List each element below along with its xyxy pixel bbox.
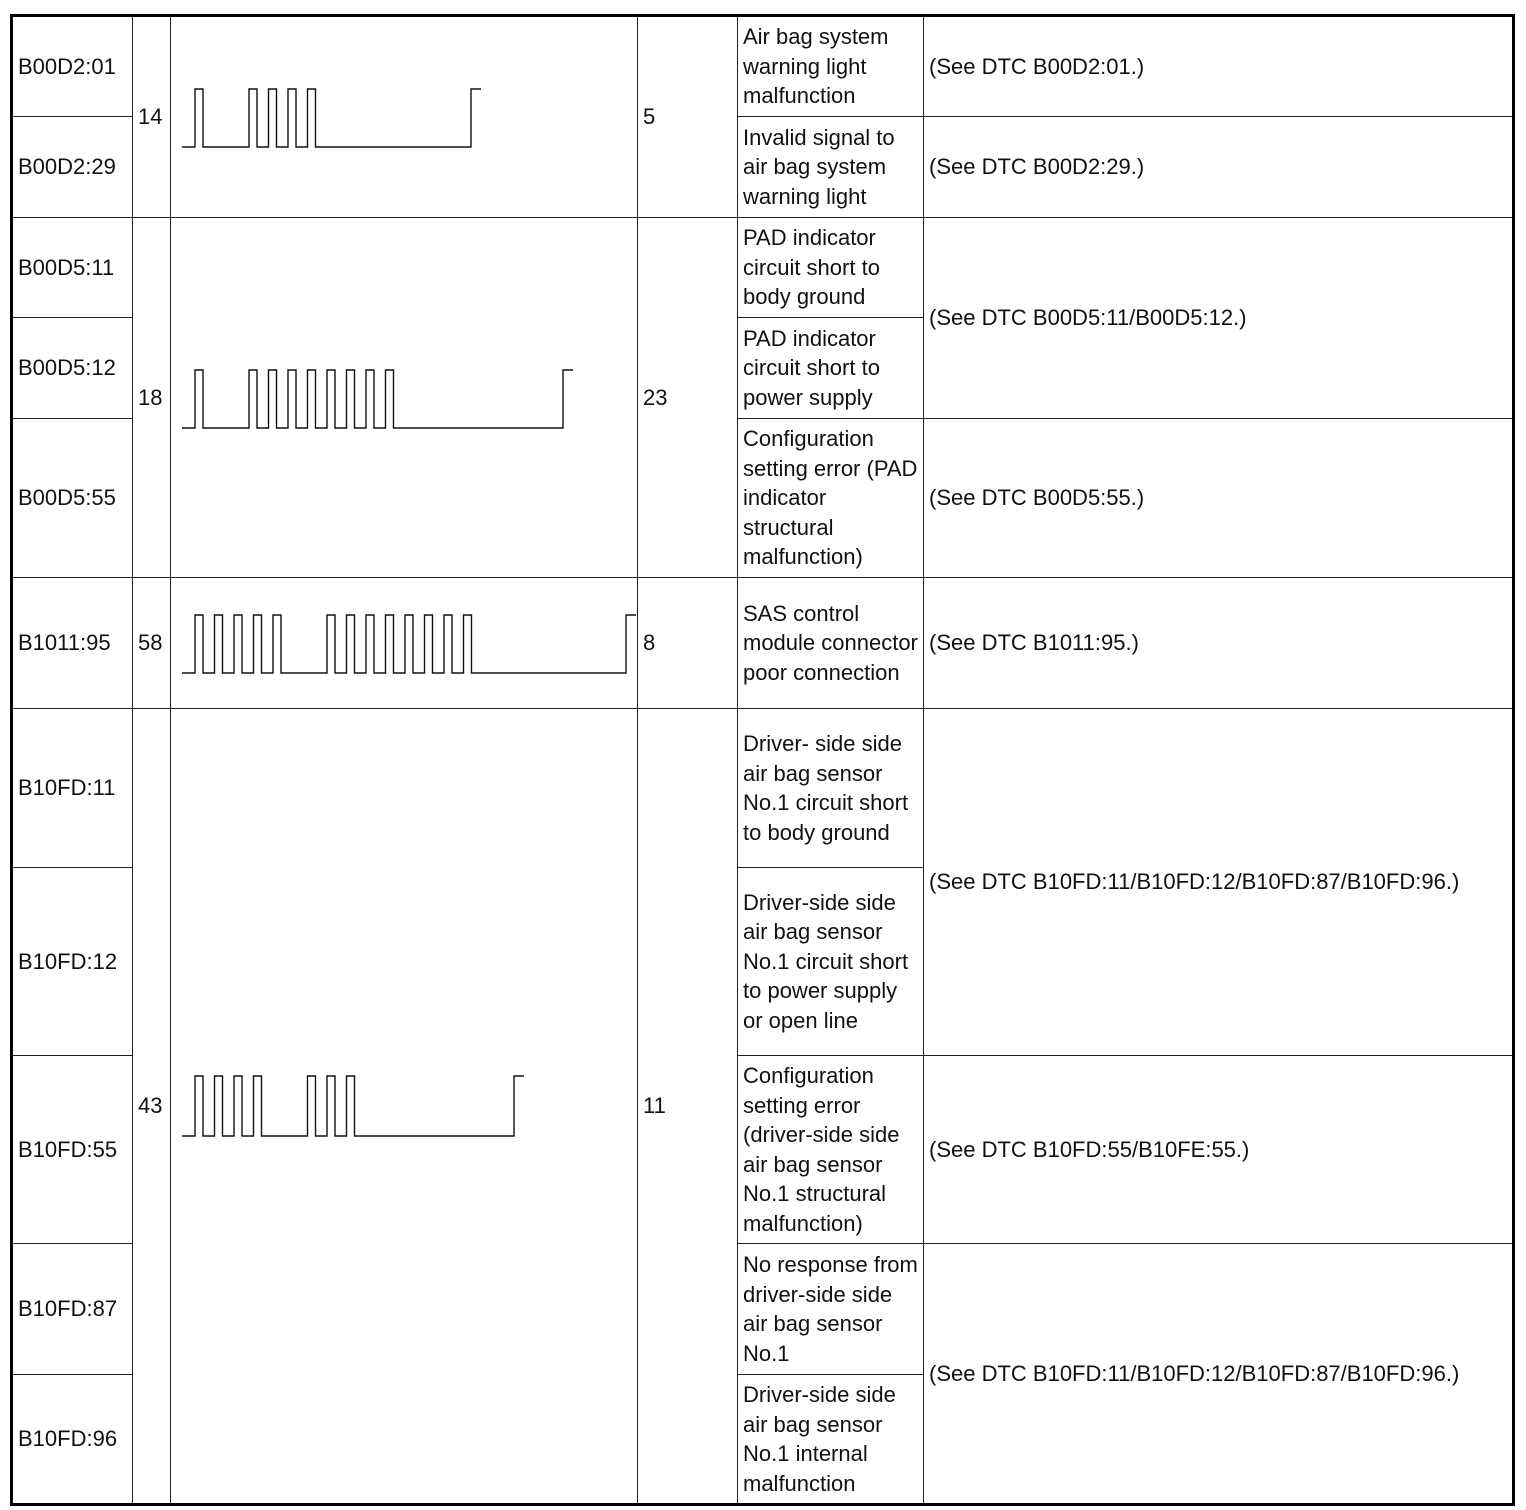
dtc-reference: (See DTC B00D5:11/B00D5:12.) — [924, 218, 1514, 419]
dtc-reference: (See DTC B00D2:01.) — [924, 16, 1514, 117]
flash-waveform — [171, 16, 638, 218]
flash-pulse-line — [182, 370, 573, 428]
continuous-count: 11 — [638, 709, 738, 1505]
flash-count: 14 — [133, 16, 171, 218]
table-row — [12, 709, 1514, 868]
dtc-description: Driver- side side air bag sensor No.1 circuit short to body ground — [738, 709, 924, 868]
table-row — [12, 578, 1514, 709]
waveform-graphic — [176, 709, 638, 1503]
continuous-count: 5 — [638, 16, 738, 218]
dtc-reference: (See DTC B10FD:11/B10FD:12/B10FD:87/B10FD:96.) — [924, 709, 1514, 1056]
waveform-graphic — [176, 17, 638, 217]
waveform-graphic — [176, 578, 638, 708]
flash-count: 18 — [133, 218, 171, 578]
flash-waveform — [171, 578, 638, 709]
dtc-description: SAS control module connector poor connection — [738, 578, 924, 709]
dtc-code: B10FD:12 — [12, 868, 133, 1056]
flash-pulse-line — [182, 615, 636, 673]
flash-count: 43 — [133, 709, 171, 1505]
dtc-code: B10FD:96 — [12, 1375, 133, 1505]
table-row — [12, 16, 1514, 117]
dtc-description: Invalid signal to air bag system warning light — [738, 117, 924, 218]
flash-pulse-line — [182, 89, 481, 147]
dtc-reference: (See DTC B00D5:55.) — [924, 418, 1514, 577]
table-row — [12, 218, 1514, 318]
flash-waveform — [171, 218, 638, 578]
waveform-graphic — [176, 218, 638, 577]
dtc-code: B00D2:01 — [12, 16, 133, 117]
dtc-reference: (See DTC B10FD:11/B10FD:12/B10FD:87/B10FD:96.) — [924, 1244, 1514, 1505]
dtc-description: PAD indicator circuit short to power supply — [738, 318, 924, 418]
flash-pulse-line — [182, 1076, 524, 1136]
dtc-description: PAD indicator circuit short to body ground — [738, 218, 924, 318]
dtc-description: No response from driver-side side air bag sensor No.1 — [738, 1244, 924, 1375]
continuous-count: 8 — [638, 578, 738, 709]
dtc-code: B10FD:55 — [12, 1056, 133, 1244]
dtc-code: B1011:95 — [12, 578, 133, 709]
dtc-reference: (See DTC B00D2:29.) — [924, 117, 1514, 218]
continuous-count: 23 — [638, 218, 738, 578]
dtc-description: Driver-side side air bag sensor No.1 internal malfunction — [738, 1375, 924, 1505]
dtc-reference: (See DTC B10FD:55/B10FE:55.) — [924, 1056, 1514, 1244]
flash-waveform — [171, 709, 638, 1505]
dtc-description: Configuration setting error (PAD indicator structural malfunction) — [738, 418, 924, 577]
dtc-code: B00D5:55 — [12, 418, 133, 577]
dtc-description: Configuration setting error (driver-side side air bag sensor No.1 structural malfunction) — [738, 1056, 924, 1244]
dtc-description: Air bag system warning light malfunction — [738, 16, 924, 117]
flash-count: 58 — [133, 578, 171, 709]
dtc-code: B00D2:29 — [12, 117, 133, 218]
dtc-reference: (See DTC B1011:95.) — [924, 578, 1514, 709]
dtc-code: B10FD:11 — [12, 709, 133, 868]
dtc-table — [10, 14, 1515, 1506]
dtc-description: Driver-side side air bag sensor No.1 circuit short to power supply or open line — [738, 868, 924, 1056]
dtc-code: B10FD:87 — [12, 1244, 133, 1375]
dtc-code: B00D5:12 — [12, 318, 133, 418]
dtc-code: B00D5:11 — [12, 218, 133, 318]
